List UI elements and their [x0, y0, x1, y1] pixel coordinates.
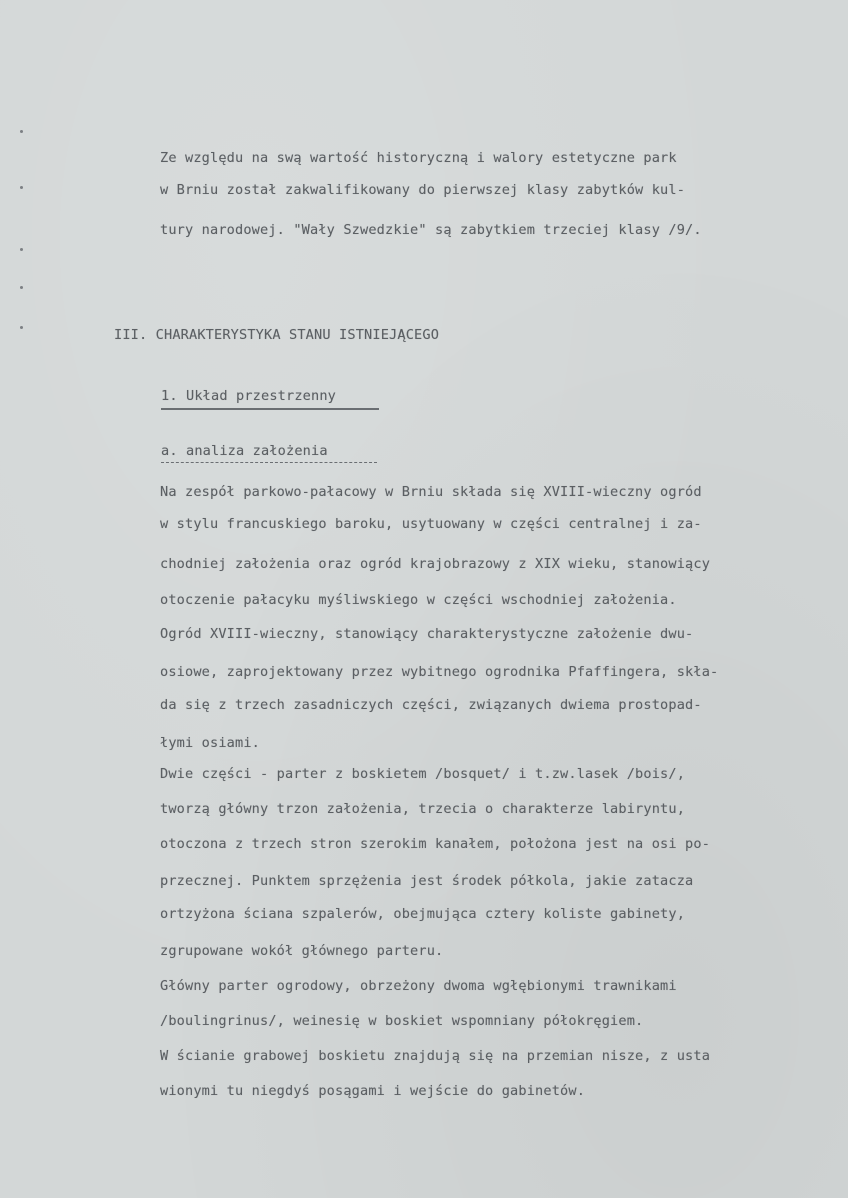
body-line: /boulingrinus/, weinesię w boskiet wspomniany półokręgiem. [160, 1013, 644, 1029]
body-line: chodniej założenia oraz ogród krajobrazowy z XIX wieku, stanowiący [160, 556, 711, 572]
body-line: Na zespół parkowo-pałacowy w Brniu składa się XVIII-wieczny ogród [160, 484, 702, 500]
intro-line: Ze względu na swą wartość historyczną i walory estetyczne park [160, 150, 677, 166]
body-line: łymi osiami. [160, 735, 261, 751]
margin-mark [20, 248, 23, 251]
body-line: da się z trzech zasadniczych części, związanych dwiema prostopad- [160, 697, 702, 713]
body-line: Ogród XVIII-wieczny, stanowiący charakterystyczne założenie dwu- [160, 626, 694, 642]
body-line: otoczenie pałacyku myśliwskiego w części wschodniej założenia. [160, 592, 677, 608]
margin-mark [20, 286, 23, 289]
subsection-heading: 1. Układ przestrzenny [161, 388, 337, 404]
body-line: przecznej. Punktem sprzężenia jest środek półkola, jakie zatacza [160, 873, 694, 889]
body-line: wionymi tu niegdyś posągami i wejście do gabinetów. [160, 1083, 586, 1099]
subsection-underline [161, 408, 379, 410]
sub-subsection-heading: a. analiza założenia [161, 443, 328, 459]
body-line: osiowe, zaprojektowany przez wybitnego ogrodnika Pfaffingera, skła- [160, 664, 719, 680]
body-line: Dwie części - parter z boskietem /bosquet/ i t.zw.lasek /bois/, [160, 766, 686, 782]
margin-mark [20, 186, 23, 189]
body-line: tworzą główny trzon założenia, trzecia o charakterze labiryntu, [160, 801, 686, 817]
margin-mark [20, 130, 23, 133]
body-line: zgrupowane wokół głównego parteru. [160, 943, 444, 959]
intro-line: tury narodowej. "Wały Szwedzkie" są zabytkiem trzeciej klasy /9/. [160, 222, 702, 238]
margin-mark [20, 326, 23, 329]
body-line: ortzyżona ściana szpalerów, obejmująca cztery koliste gabinety, [160, 906, 686, 922]
sub-subsection-underline [161, 462, 377, 463]
body-line: w stylu francuskiego baroku, usytuowany w części centralnej i za- [160, 516, 702, 532]
body-line: otoczona z trzech stron szerokim kanałem, położona jest na osi po- [160, 836, 711, 852]
section-heading: III. CHARAKTERYSTYKA STANU ISTNIEJĄCEGO [114, 327, 440, 343]
body-line: W ścianie grabowej boskietu znajdują się na przemian nisze, z usta [160, 1048, 711, 1064]
intro-line: w Brniu został zakwalifikowany do pierwszej klasy zabytków kul- [160, 182, 686, 198]
body-line: Główny parter ogrodowy, obrzeżony dwoma wgłębionymi trawnikami [160, 978, 677, 994]
